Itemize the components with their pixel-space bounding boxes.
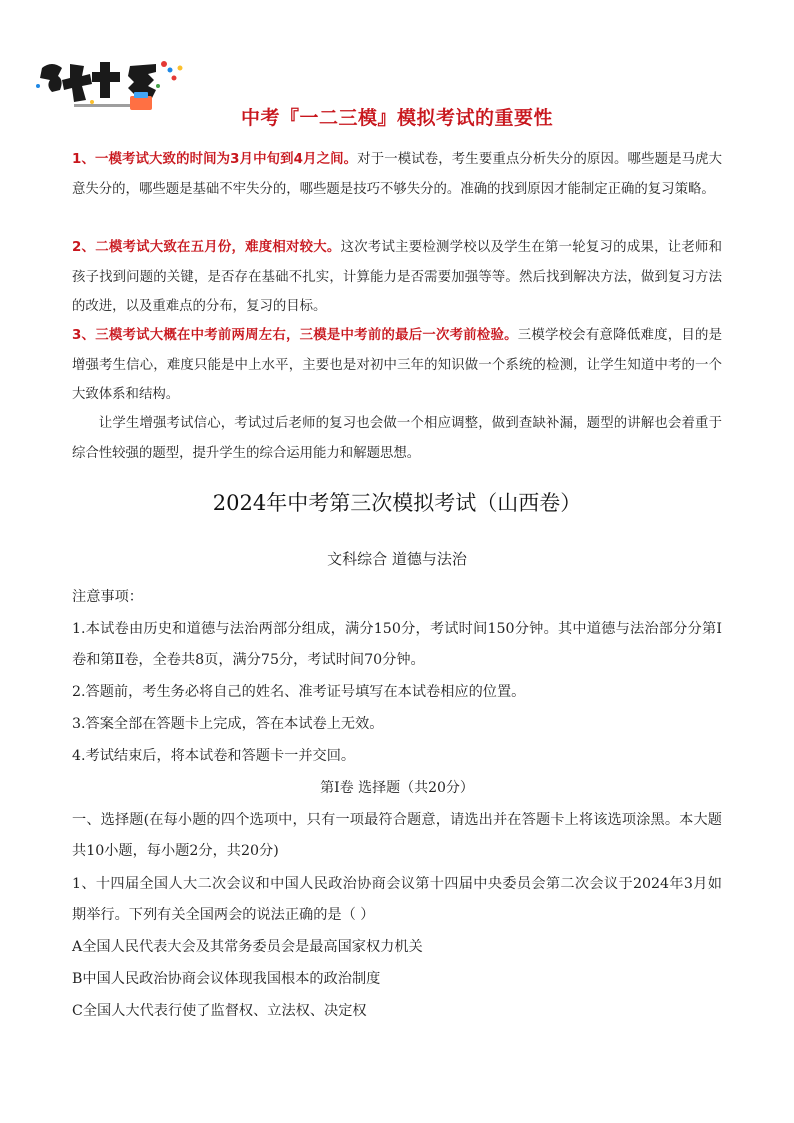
notice-item: 4.考试结束后，将本试卷和答题卡一并交回。 [72,748,356,764]
promo-text: 这次考试主要检测学校以及学生在第一轮复习的成果，让老师和孩子找到问题的关键，是否存在基础不扎实，计算能力是否需要加强等等。然后找到解决方法，做到复习方法的改进，以及重难点的分布，复习的目标。 [72,240,722,315]
exam-title: 2024年中考第三次模拟考试（山西卷） [212,491,582,515]
promo-paragraph [72,233,722,322]
section-intro: 一、选择题(在每小题的四个选项中，只有一项最符合题意，请选出并在答题卡上将该选项涂黑。本大题共10小题，每小题2分，共20分) [72,812,722,860]
promo-paragraph [72,145,722,204]
promo-highlight: 2、二模考试大致在五月份，难度相对较大。 [72,240,341,255]
promo-paragraph [72,321,722,410]
promo-title: 中考『一二三模』模拟考试的重要性 [240,107,553,129]
promo-text: 对于一模试卷，考生要重点分析失分的原因。哪些题是马虎大意失分的，哪些题是基础不牢失分的，哪些题是技巧不够失分的。准确的找到原因才能制定正确的复习策略。 [72,152,723,197]
question-option-c: C全国人大代表行使了监督权、立法权、决定权 [72,1003,367,1019]
promo-closing: 让学生增强考试信心，考试过后老师的复习也会做一个相应调整，做到查缺补漏，题型的讲解也会着重于综合性较强的题型，提升学生的综合运用能力和解题思想。 [72,416,722,461]
question-stem: 1、十四届全国人大二次会议和中国人民政治协商会议第十四届中央委员会第二次会议于2024年3月如期举行。下列有关全国两会的说法正确的是（ ） [72,876,722,924]
promo-highlight: 3、三模考试大概在中考前两周左右，三模是中考前的最后一次考前检验。 [72,328,518,343]
question-option-b: B中国人民政治协商会议体现我国根本的政治制度 [72,971,381,987]
exam-subject: 文科综合 道德与法治 [327,550,467,568]
promo-text: 三模学校会有意降低难度，目的是增强考生信心，难度只能是中上水平，主要也是对初中三年的知识做一个系统的检测，让学生知道中考的一个大致体系和结构。 [72,328,722,403]
notice-heading: 注意事项： [72,589,143,605]
promo-highlight: 1、一模考试大致的时间为3月中旬到4月之间。 [72,152,358,167]
notice-item: 2.答题前，考生务必将自己的姓名、准考证号填写在本试卷相应的位置。 [72,684,526,700]
part1-title: 第Ⅰ卷 选择题（共20分） [320,780,474,796]
question-option-a: A全国人民代表大会及其常务委员会是最高国家权力机关 [72,939,423,955]
notice-item: 1.本试卷由历史和道德与法治两部分组成，满分150分，考试时间150分钟。其中道德与法治部分分第Ⅰ卷和第Ⅱ卷，全卷共8页，满分75分，考试时间70分钟。 [72,621,722,669]
notice-item: 3.答案全部在答题卡上完成，答在本试卷上无效。 [72,716,384,732]
